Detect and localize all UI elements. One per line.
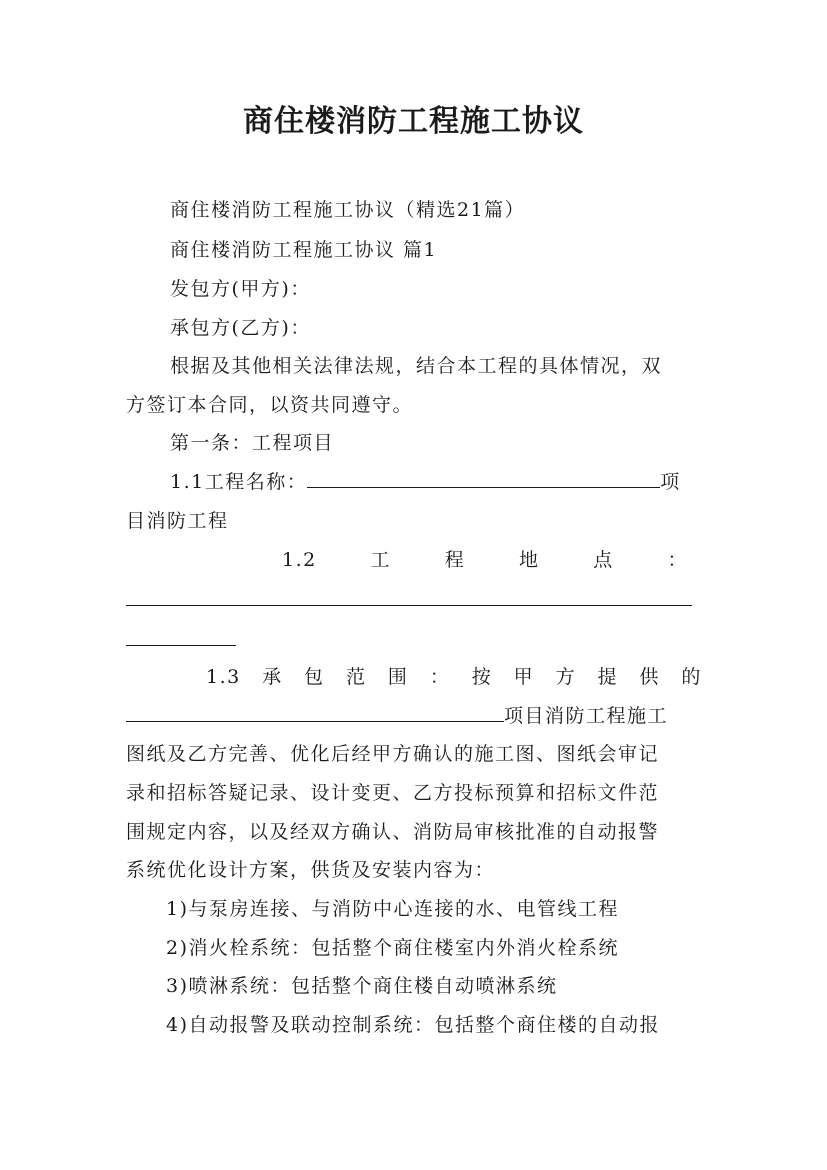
item_1_3-char: 方 bbox=[555, 666, 577, 688]
item_1_2-char: 工 bbox=[370, 549, 391, 571]
item-1-3-line-2-suffix: 项目消防工程施工 bbox=[504, 705, 669, 727]
item-1-3-blank bbox=[126, 697, 504, 722]
item-1-3-line bbox=[206, 658, 702, 696]
item-1-1-blank bbox=[307, 463, 660, 488]
item-1-3-line-2 bbox=[126, 697, 702, 735]
item_1_3-char: 按 bbox=[471, 666, 493, 688]
item_1_3-char: 包 bbox=[304, 666, 325, 688]
section-heading: 商住楼消防工程施工协议 篇1 bbox=[170, 239, 438, 261]
item_1_3-char: 的 bbox=[681, 666, 702, 688]
item_1_2-char: 1.2 bbox=[282, 549, 317, 571]
item_1_3-char: 供 bbox=[639, 666, 660, 688]
item-1-2-blank-1 bbox=[126, 605, 692, 606]
item_1_3-char: 1.3 bbox=[206, 666, 241, 688]
list-item-3: 3)喷淋系统：包括整个商住楼自动喷淋系统 bbox=[166, 975, 558, 997]
item-1-3-line-5: 围规定内容，以及经双方确认、消防局审核批准的自动报警 bbox=[126, 821, 660, 843]
document-subtitle: 商住楼消防工程施工协议（精选21篇） bbox=[170, 199, 526, 221]
item_1_2-char: ： bbox=[667, 549, 688, 571]
item_1_2-char: 地 bbox=[518, 549, 540, 571]
item_1_3-char: 甲 bbox=[513, 666, 535, 688]
item_1_3-char: 提 bbox=[597, 666, 619, 688]
article-1-heading: 第一条：工程项目 bbox=[170, 432, 335, 454]
item-1-1-suffix: 项 bbox=[660, 471, 681, 493]
intro-line-2: 方签订本合同，以资共同遵守。 bbox=[126, 394, 414, 416]
list-item-1: 1)与泵房连接、与消防中心连接的水、电管线工程 bbox=[166, 898, 620, 920]
item_1_2-char: 点 bbox=[593, 549, 614, 571]
item-1-2-line bbox=[282, 541, 688, 579]
intro-line-1: 根据及其他相关法律法规，结合本工程的具体情况，双 bbox=[170, 355, 663, 377]
party-b-line: 承包方(乙方)： bbox=[170, 317, 311, 339]
item_1_2-char: 程 bbox=[444, 549, 466, 571]
list-item-4: 4)自动报警及联动控制系统：包括整个商住楼的自动报 bbox=[166, 1014, 661, 1036]
item_1_3-char: ： bbox=[429, 666, 451, 688]
item-1-1-label: 1.1工程名称： bbox=[170, 471, 308, 493]
party-a-line: 发包方(甲方)： bbox=[170, 278, 311, 300]
item_1_3-char: 围 bbox=[387, 666, 409, 688]
item-1-1-line bbox=[126, 463, 702, 501]
document-title: 商住楼消防工程施工协议 bbox=[243, 104, 584, 139]
item-1-1-continuation: 目消防工程 bbox=[126, 510, 229, 532]
item-1-3-line-4: 录和招标答疑记录、设计变更、乙方投标预算和招标文件范 bbox=[126, 782, 660, 804]
item_1_3-char: 承 bbox=[262, 666, 283, 688]
item-1-2-blank-2 bbox=[126, 645, 236, 646]
item_1_3-char: 范 bbox=[345, 666, 367, 688]
item-1-3-line-6: 系统优化设计方案，供货及安装内容为： bbox=[126, 859, 496, 881]
list-item-2: 2)消火栓系统：包括整个商住楼室内外消火栓系统 bbox=[166, 937, 620, 959]
item-1-3-line-3: 图纸及乙方完善、优化后经甲方确认的施工图、图纸会审记 bbox=[126, 743, 660, 765]
